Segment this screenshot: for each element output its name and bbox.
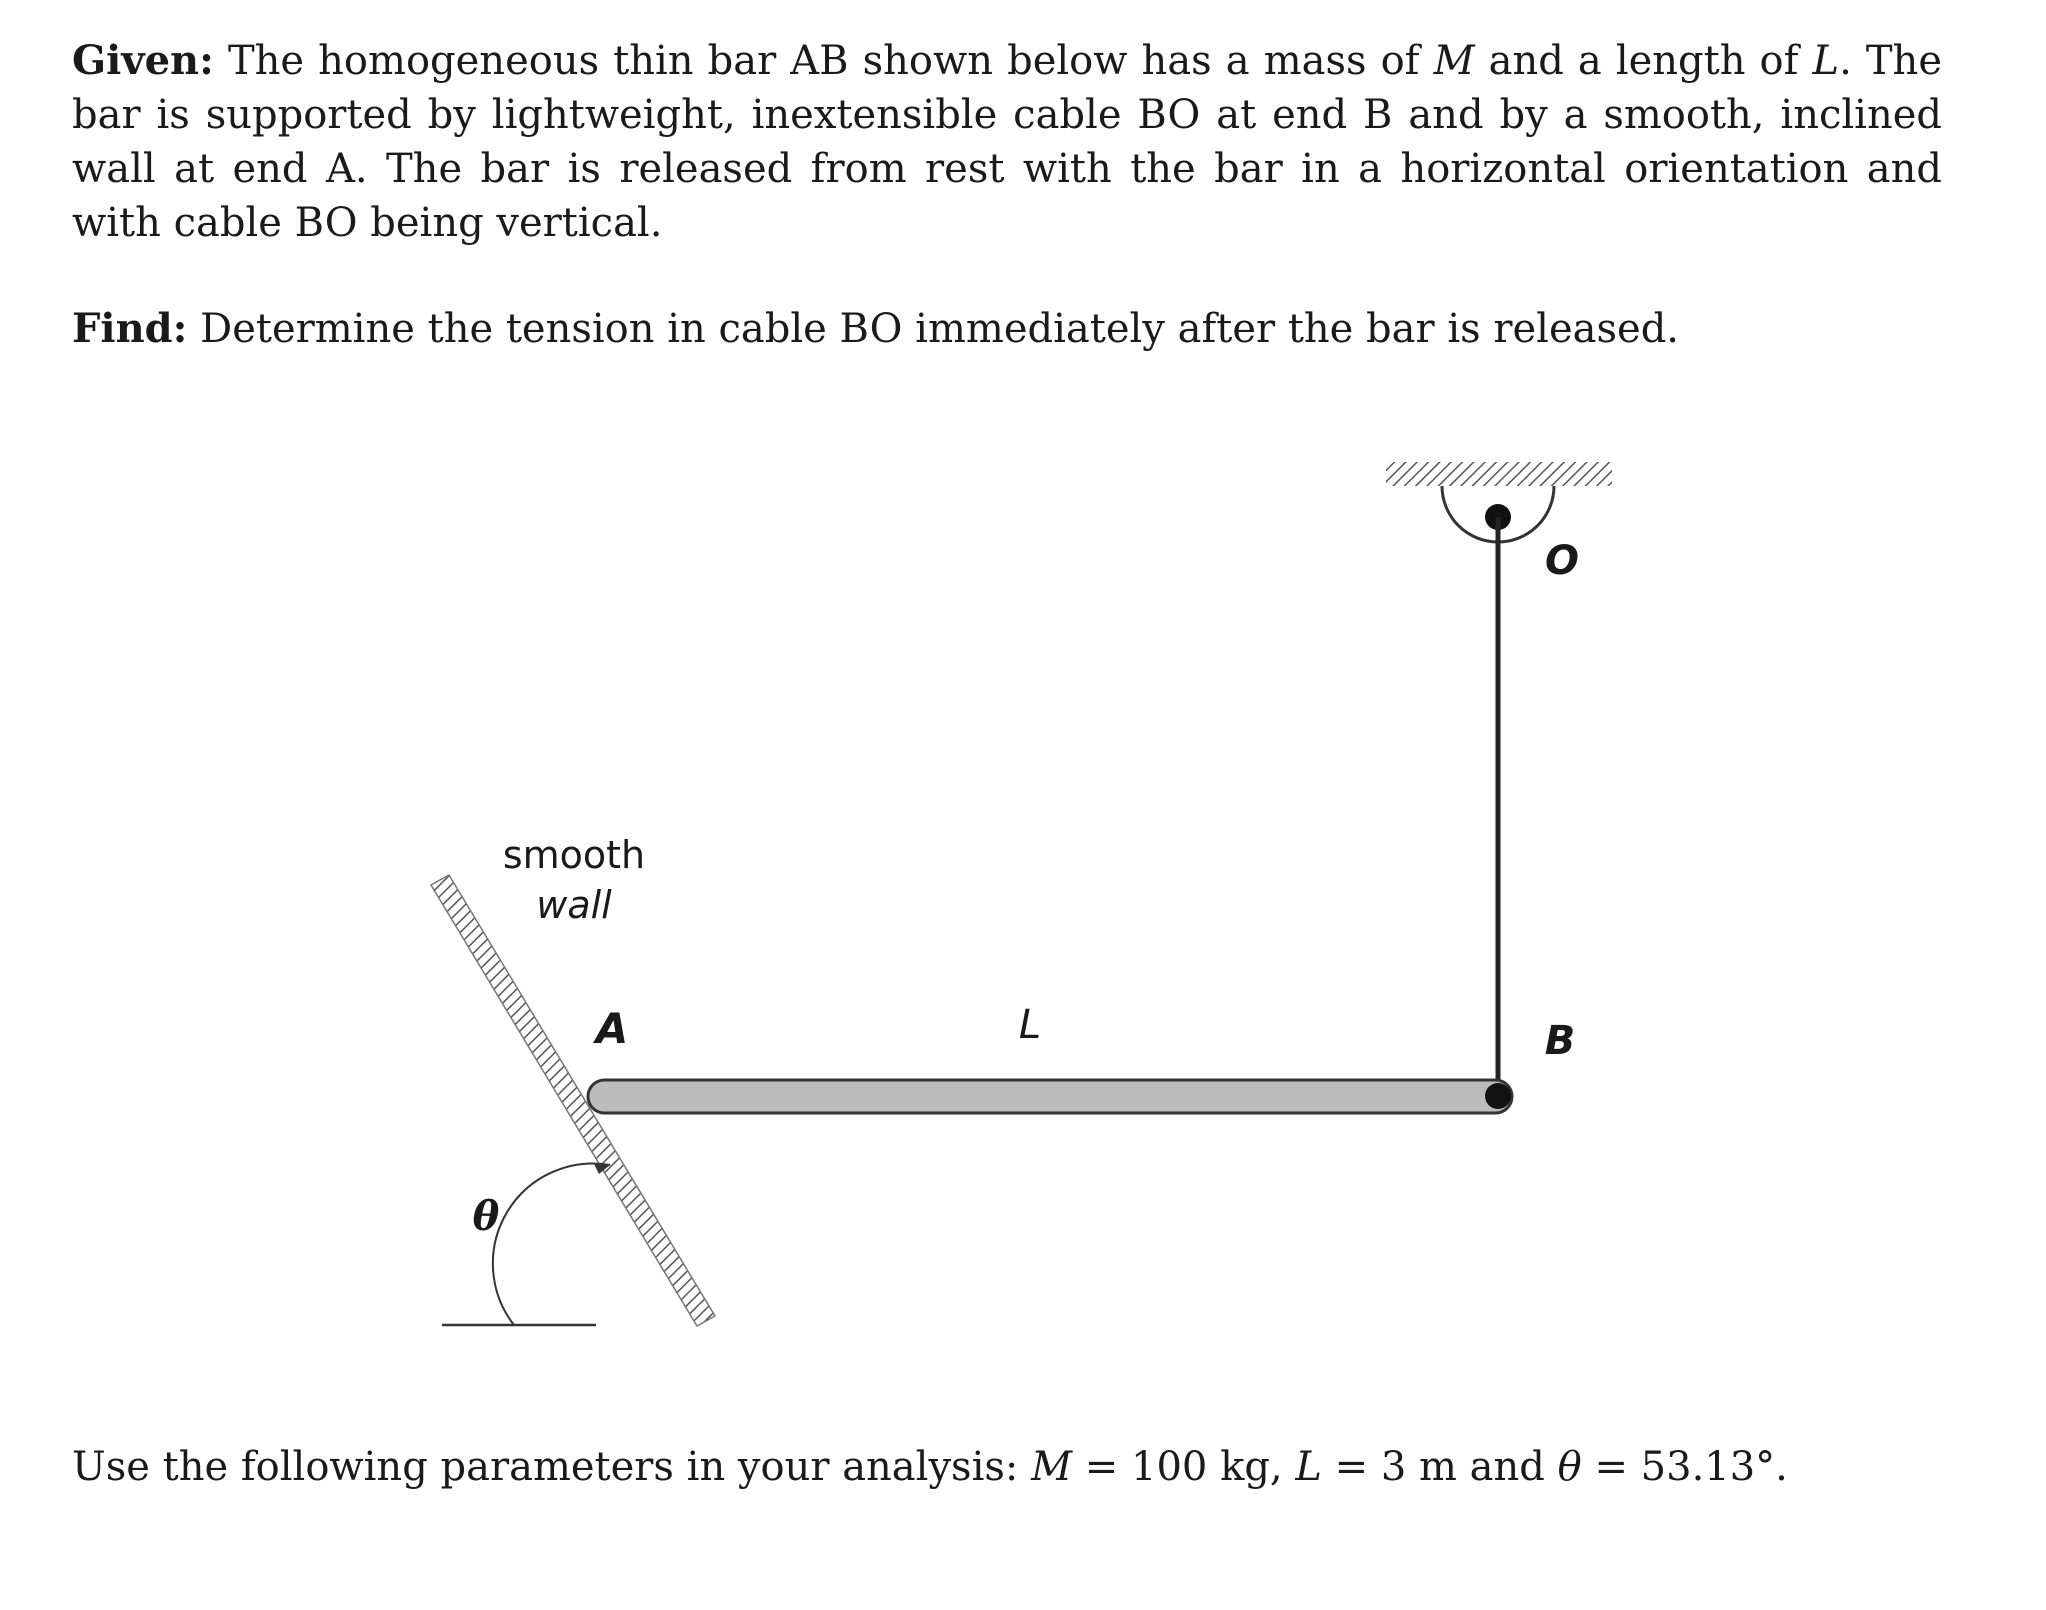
point-o-label: O — [1544, 538, 1580, 584]
param-theta-value: = 53.13°. — [1594, 1444, 1788, 1490]
param-theta-symbol: θ — [1557, 1444, 1582, 1490]
given-text-3: . The bar is supported by lightweight, inextensible cable BO at end B and by a smooth, inclined wall at end A. The bar is released from rest with the bar in a horizontal orientation and with cable BO being vertical. — [72, 38, 1942, 246]
given-lead: Given: — [72, 37, 214, 84]
mass-symbol: M — [1433, 38, 1475, 84]
param-l-symbol: L — [1295, 1444, 1322, 1490]
pin-b — [1485, 1083, 1511, 1109]
find-lead: Find: — [72, 305, 188, 352]
find-text: Determine the tension in cable BO immediately after the bar is released. — [200, 306, 1680, 352]
given-text-2: and a length of — [1488, 38, 1799, 84]
parameters-paragraph — [72, 1440, 1942, 1494]
length-label: L — [1018, 1002, 1042, 1048]
params-text: Use the following parameters in your analysis: — [72, 1444, 1019, 1490]
bar-ab — [588, 1080, 1512, 1113]
point-b-label: B — [1544, 1018, 1576, 1064]
theta-arc — [493, 1164, 610, 1325]
wall-label-line1: smooth — [502, 833, 646, 877]
length-symbol: L — [1812, 38, 1840, 84]
ceiling-hatch — [1386, 462, 1612, 486]
point-a-label: A — [595, 1004, 629, 1053]
param-l-value: = 3 m and — [1334, 1444, 1545, 1490]
param-m-symbol: M — [1031, 1444, 1073, 1490]
wall-label-line2: wall — [536, 883, 612, 927]
param-m-value: = 100 kg, — [1084, 1444, 1283, 1490]
given-text-1: The homogeneous thin bar AB shown below has a mass of — [227, 38, 1420, 84]
theta-label: θ — [472, 1193, 500, 1240]
